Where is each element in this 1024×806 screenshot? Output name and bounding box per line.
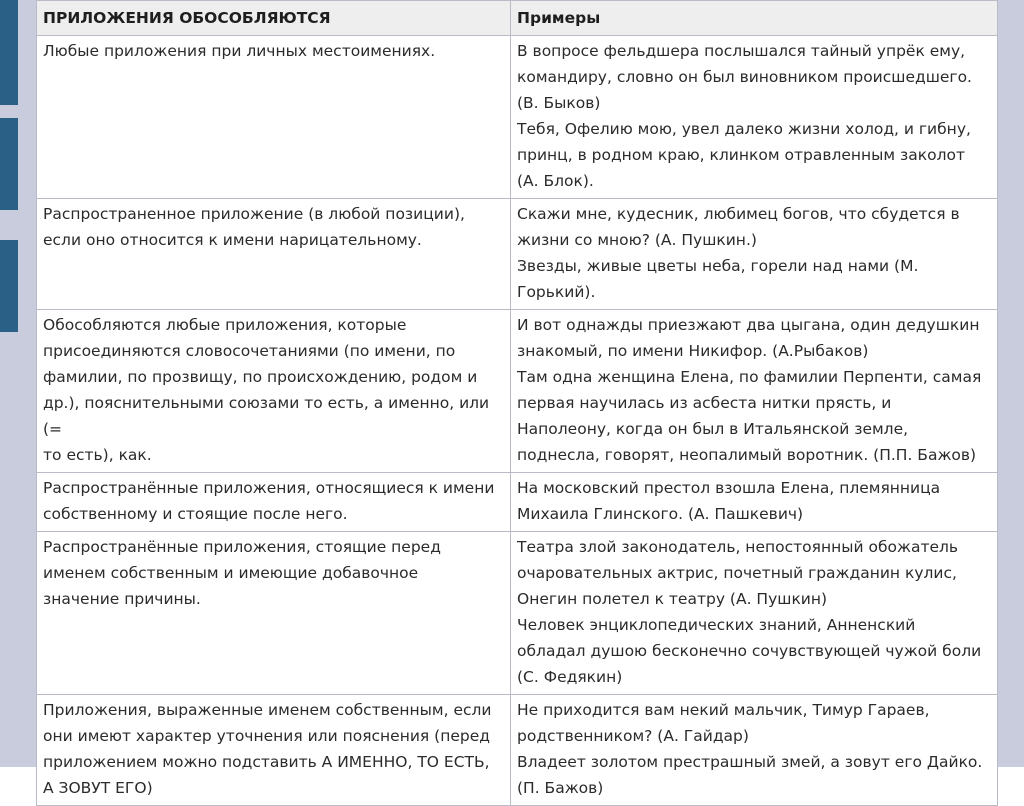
- left-side-band: [0, 0, 36, 767]
- appositives-table: [36, 0, 998, 806]
- table-row: [37, 199, 998, 310]
- rule-cell: Распространённые приложения, стоящие перед именем собственным и имеющие добавочное значение причины.: [37, 532, 511, 695]
- examples-cell: Театра злой законодатель, непостоянный обожатель очаровательных актрис, почетный гражданин кулис, Онегин полетел к театру (А. Пушкин) Человек энциклопедических знаний, Анненский обладал душою бесконечно сочувствующей чужой боли (С. Федякин): [511, 532, 998, 695]
- rule-cell: Распространённые приложения, относящиеся к имени собственному и стоящие после него.: [37, 473, 511, 532]
- table-row: [37, 36, 998, 199]
- rule-cell: Обособляются любые приложения, которые присоединяются словосочетаниями (по имени, по фамилии, по прозвищу, по происхождению, родом и др.), пояснительными союзами то есть, а именно, или (= то есть), как.: [37, 310, 511, 473]
- left-accent-bar-1: [0, 0, 18, 105]
- table-row: [37, 473, 998, 532]
- rule-cell: Любые приложения при личных местоимениях.: [37, 36, 511, 199]
- left-accent-bar-2: [0, 118, 18, 210]
- examples-cell: Не приходится вам некий мальчик, Тимур Гараев, родственником? (А. Гайдар) Владеет золотом престрашный змей, а зовут его Дайко. (П. Бажов): [511, 695, 998, 806]
- examples-cell: В вопросе фельдшера послышался тайный упрёк ему, командиру, словно он был виновником происшедшего. (В. Быков) Тебя, Офелию мою, увел далеко жизни холод, и гибну, принц, в родном краю, клинком отравленным заколот (А. Блок).: [511, 36, 998, 199]
- table-row: [37, 695, 998, 806]
- header-rule: ПРИЛОЖЕНИЯ ОБОСОБЛЯЮТСЯ: [37, 1, 511, 36]
- slide-content: [36, 0, 997, 797]
- rule-cell: Приложения, выраженные именем собственным, если они имеют характер уточнения или пояснения (перед приложением можно подставить А ИМЕННО, ТО ЕСТЬ, А ЗОВУТ ЕГО): [37, 695, 511, 806]
- header-examples: Примеры: [511, 1, 998, 36]
- examples-cell: На московский престол взошла Елена, племянница Михаила Глинского. (А. Пашкевич): [511, 473, 998, 532]
- rule-cell: Распространенное приложение (в любой позиции), если оно относится к имени нарицательному.: [37, 199, 511, 310]
- left-accent-bar-3: [0, 240, 18, 332]
- table-header-row: [37, 1, 998, 36]
- examples-cell: И вот однажды приезжают два цыгана, один дедушкин знакомый, по имени Никифор. (А.Рыбаков) Там одна женщина Елена, по фамилии Перпенти, самая первая научилась из асбеста нитки прясть, и Наполеону, когда он был в Итальянской земле, поднесла, говорят, неопалимый воротник. (П.П. Бажов): [511, 310, 998, 473]
- table-row: [37, 310, 998, 473]
- examples-cell: Скажи мне, кудесник, любимец богов, что сбудется в жизни со мною? (А. Пушкин.) Звезды, живые цветы неба, горели над нами (М. Горький).: [511, 199, 998, 310]
- right-side-band: [997, 0, 1024, 767]
- table-row: [37, 532, 998, 695]
